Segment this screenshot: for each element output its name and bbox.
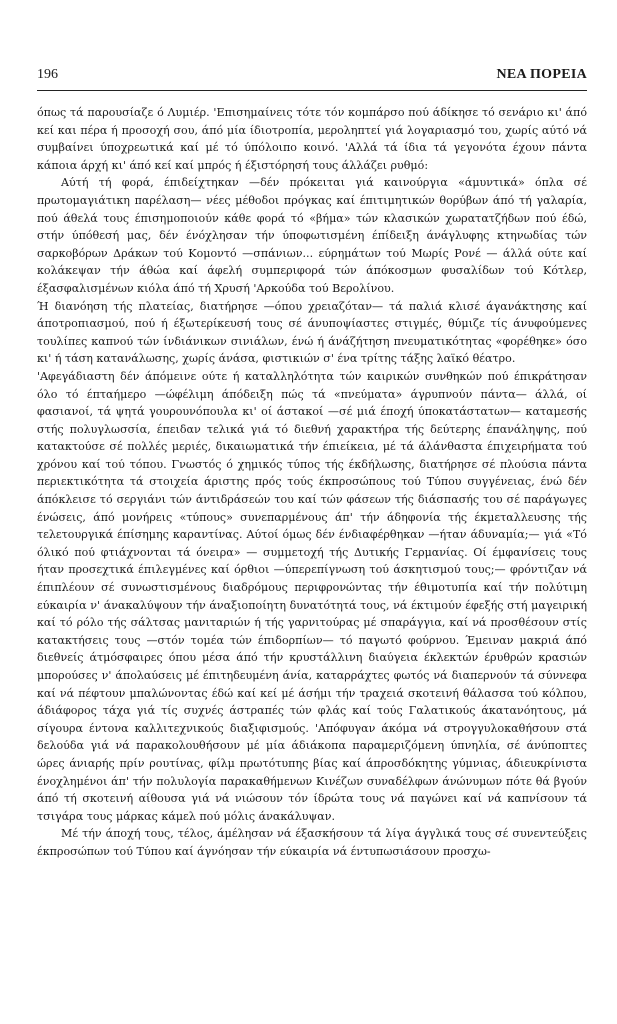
- paragraph: Ή διανόηση τής πλατείας, διατήρησε —όπου χρειαζόταν— τά παλιά κλισέ άγανάκτησης καί άποτροπιασμού, πού ή έξωτερίκευσή τους σέ άνυποψίαστες στιγμές, θύμιζε τίς άνυφούμενες τουλίπες καπνού τών ίνδιάνικων σινιάλων, ένώ ή άνάζήτηση πνευματικότητας «φορέθηκε» όσο κι' ή τάση κατανάλωσης, χωρίς άνάσα, φιστικιών σ' ένα τρίτης τάξης λαϊκό θέατρο.: [37, 299, 587, 366]
- running-header: [37, 66, 587, 84]
- journal-title: ΝΕΑ ΠΟΡΕΙΑ: [496, 67, 587, 82]
- page-number: 196: [37, 67, 58, 82]
- header-rule: [37, 90, 587, 91]
- article-body: [37, 104, 587, 861]
- paragraph: Αύτή τή φορά, έπιδείχτηκαν —δέν πρόκειται γιά καινούργια «άμυντικά» όπλα σέ πρωτομαγιάτικη παρέλαση— νέες μέθοδοι πρόγκας καί έπιτιμητικών θορύβων άπό τή γαλαρία, πού άθελά τους έπισημοποιούν κάθε φορά τό «βήμα» τών κλασικών χωρατατζήδων πού έδώ, στήν ύπόθεσή μας, δέν ένόχλησαν τήν ύποφωτισμένη έπίδειξη άνάγλυφης κτηνωδίας τών σαρκοβόρων Δράκων τού Κομοντό —σπάνιων... εύρημάτων τού Μωρίς Ρονέ — άλλά ούτε καί κολάκεψαν τήν άθώα καί άφελή συμπεριφορά τών άπόκοσμων φυσαλίδων τού Κότλερ, έξασφαλισμένων κιόλα άπό τή Χρυσή 'Αρκούδα τού Βερολίνου.: [37, 176, 587, 295]
- paragraph: όπως τά παρουσίαζε ό Λυμιέρ. 'Επισημαίνεις τότε τόν κομπάρσο πού άδίκησε τό σενάριο κι' άπό κεί και πέρα ή προσοχή σου, άπό μία ίδιοτροπία, μεροληπτεί γιά λογαριασμό του, χωρίς αύτό νά συμβαίνει ύποχρεωτικά καί μέ τό ύπόλοιπο κοινό. 'Αλλά τά ίδια τά γεγονότα έχουν πάντα κάποια άρχή κι' άπό κεί καί μπρός ή έξιστόρησή τους άλλάζει ρυθμό:: [37, 106, 587, 172]
- document-page: [37, 66, 587, 1016]
- paragraph: Μέ τήν άποχή τους, τέλος, άμέλησαν νά έξασκήσουν τά λίγα άγγλικά τους σέ συνεντεύξεις έκπροσώπων τού Τύπου καί άγνόησαν τήν εύκαιρία νά έντυπωσιάσουν προσχω-: [37, 827, 587, 858]
- paragraph: 'Αφεγάδιαστη δέν άπόμεινε ούτε ή καταλληλότητα τών καιρικών συνθηκών πού έπικράτησαν όλο τό έπταήμερο —ώφέλιμη άπόδειξη πώς τά «πνεύματα» άγρυπνούν πάντα— άλλά, οί φασιανοί, τά ψητά γουρουνόπουλα κι' οί άστακοί —σέ μιά έποχή ύποκατάστατων— καταμεσής στής πολυγλωσσία, έπειδαν τελικά γιά τό διεθνή χαρακτήρα τής δεύτερης έπανάληψης, πού κατακτούσε σέ πολλές μεριές, δικαιωματικά τήν έπιείκεια, μέ τά άλάνθαστα έπιχειρήματα τού χρόνου καί τού τόπου. Γνωστός ό χημικός τύπος τής έκδήλωσης, διατήρησε σέ πλούσια πάντα περιεκτικότητα τά στοιχεία άριστης πρός τούς έκπροσώπους τού Τύπου συγγένειας, ένώ δέν άπόκλεισε τό σεργιάνι τών άντιδράσεών του καί τών φάσεων τής διάσπασής του σέ παράγωγες ένώσεις, άπό μονήρεις «τύπους» συνεπαρμένους άπ' τήν άδηφονία τής έκμεταλλευσης τής τελετουργικά έπίσημης καραντίνας. Αύτοί όμως δέν ένδιαφέρθηκαν —ήταν άδυναμία;— γιά «Τό όλικό πού φτιάχνονται τά όνειρα» — συμμετοχή τής Δυτικής Γερμανίας. Οί έμφανίσεις τους ήταν προσεχτικά έπιλεγμένες καί όρθιοι —ύπερεπίγνωση τού άσκητισμού τους;— φρόντιζαν νά έπιπλέουν σέ συνωστισμένους διαδρόμους περιφρονώντας τήν έθιμοτυπία καί τήν πολύτιμη εύκαιρία ν' άνακαλύψουν τήν άναξιοποίητη δυνατότητά τους, νά έκτιμούν έφεξής στή μαγειρική καί τό ρόλο τής σάλτσας μανιταριών ή τής γαρνιτούρας μέ σπαράγγια, καί νά προσθέσουν στίς κατακτήσεις τους —στόν τομέα τών έπιδορπίων— τό παγωτό φούρνου. Έμειναν μακριά άπό διεθνείς άτμόσφαιρες όπου μέσα άπό τήν κρυστάλλινη διαύγεια έκλεκτών έρυθρών κρασιών μπορούσες ν' άπολαύσεις μέ έπιτηδευμένη άνία, καταρράχτες φωτός νά διαπερνούν τά σύννεφα καί νά πέφτουν μπαλώνοντας έδώ καί κεί μέ άσήμι τήν τραχειά σκοτεινή θάλασσα τού κόλπου, άδιάφορος τάχα γιά τίς συχνές άστραπές τών φλάς καί τούς Γαλατικούς άκατανόητους, μά σίγουρα έντονα καλλιτεχνικούς διαξιφισμούς. 'Απόφυγαν άκόμα νά στρογγυλοκαθήσουν στά δελούδα γιά νά παρακολουθήσουν μέ μία άδιάκοπα παραμεριζόμενη ύπνηλία, σέ άνύποπτες ώρες άνιαρής πρίν ρουτίνας, φίλμ πρωτότυπης βίας καί άπροσδόκητης γύμνιας, άδιευκρίνιστα ένοχλημένοι άπ' τήν πολυλογία παρακαθήμενων Κινέζων συναδέλφων άνώνυμων πότε θά βγούν άπό τή σκοτεινή αίθουσα γιά νά νιώσουν τόν ίδρώτα τους νά παγώνει καί νά καπνίσουν τά τσιγάρα τους μάρκας κάμελ πού μόλις άνακάλυψαν.: [37, 369, 587, 823]
